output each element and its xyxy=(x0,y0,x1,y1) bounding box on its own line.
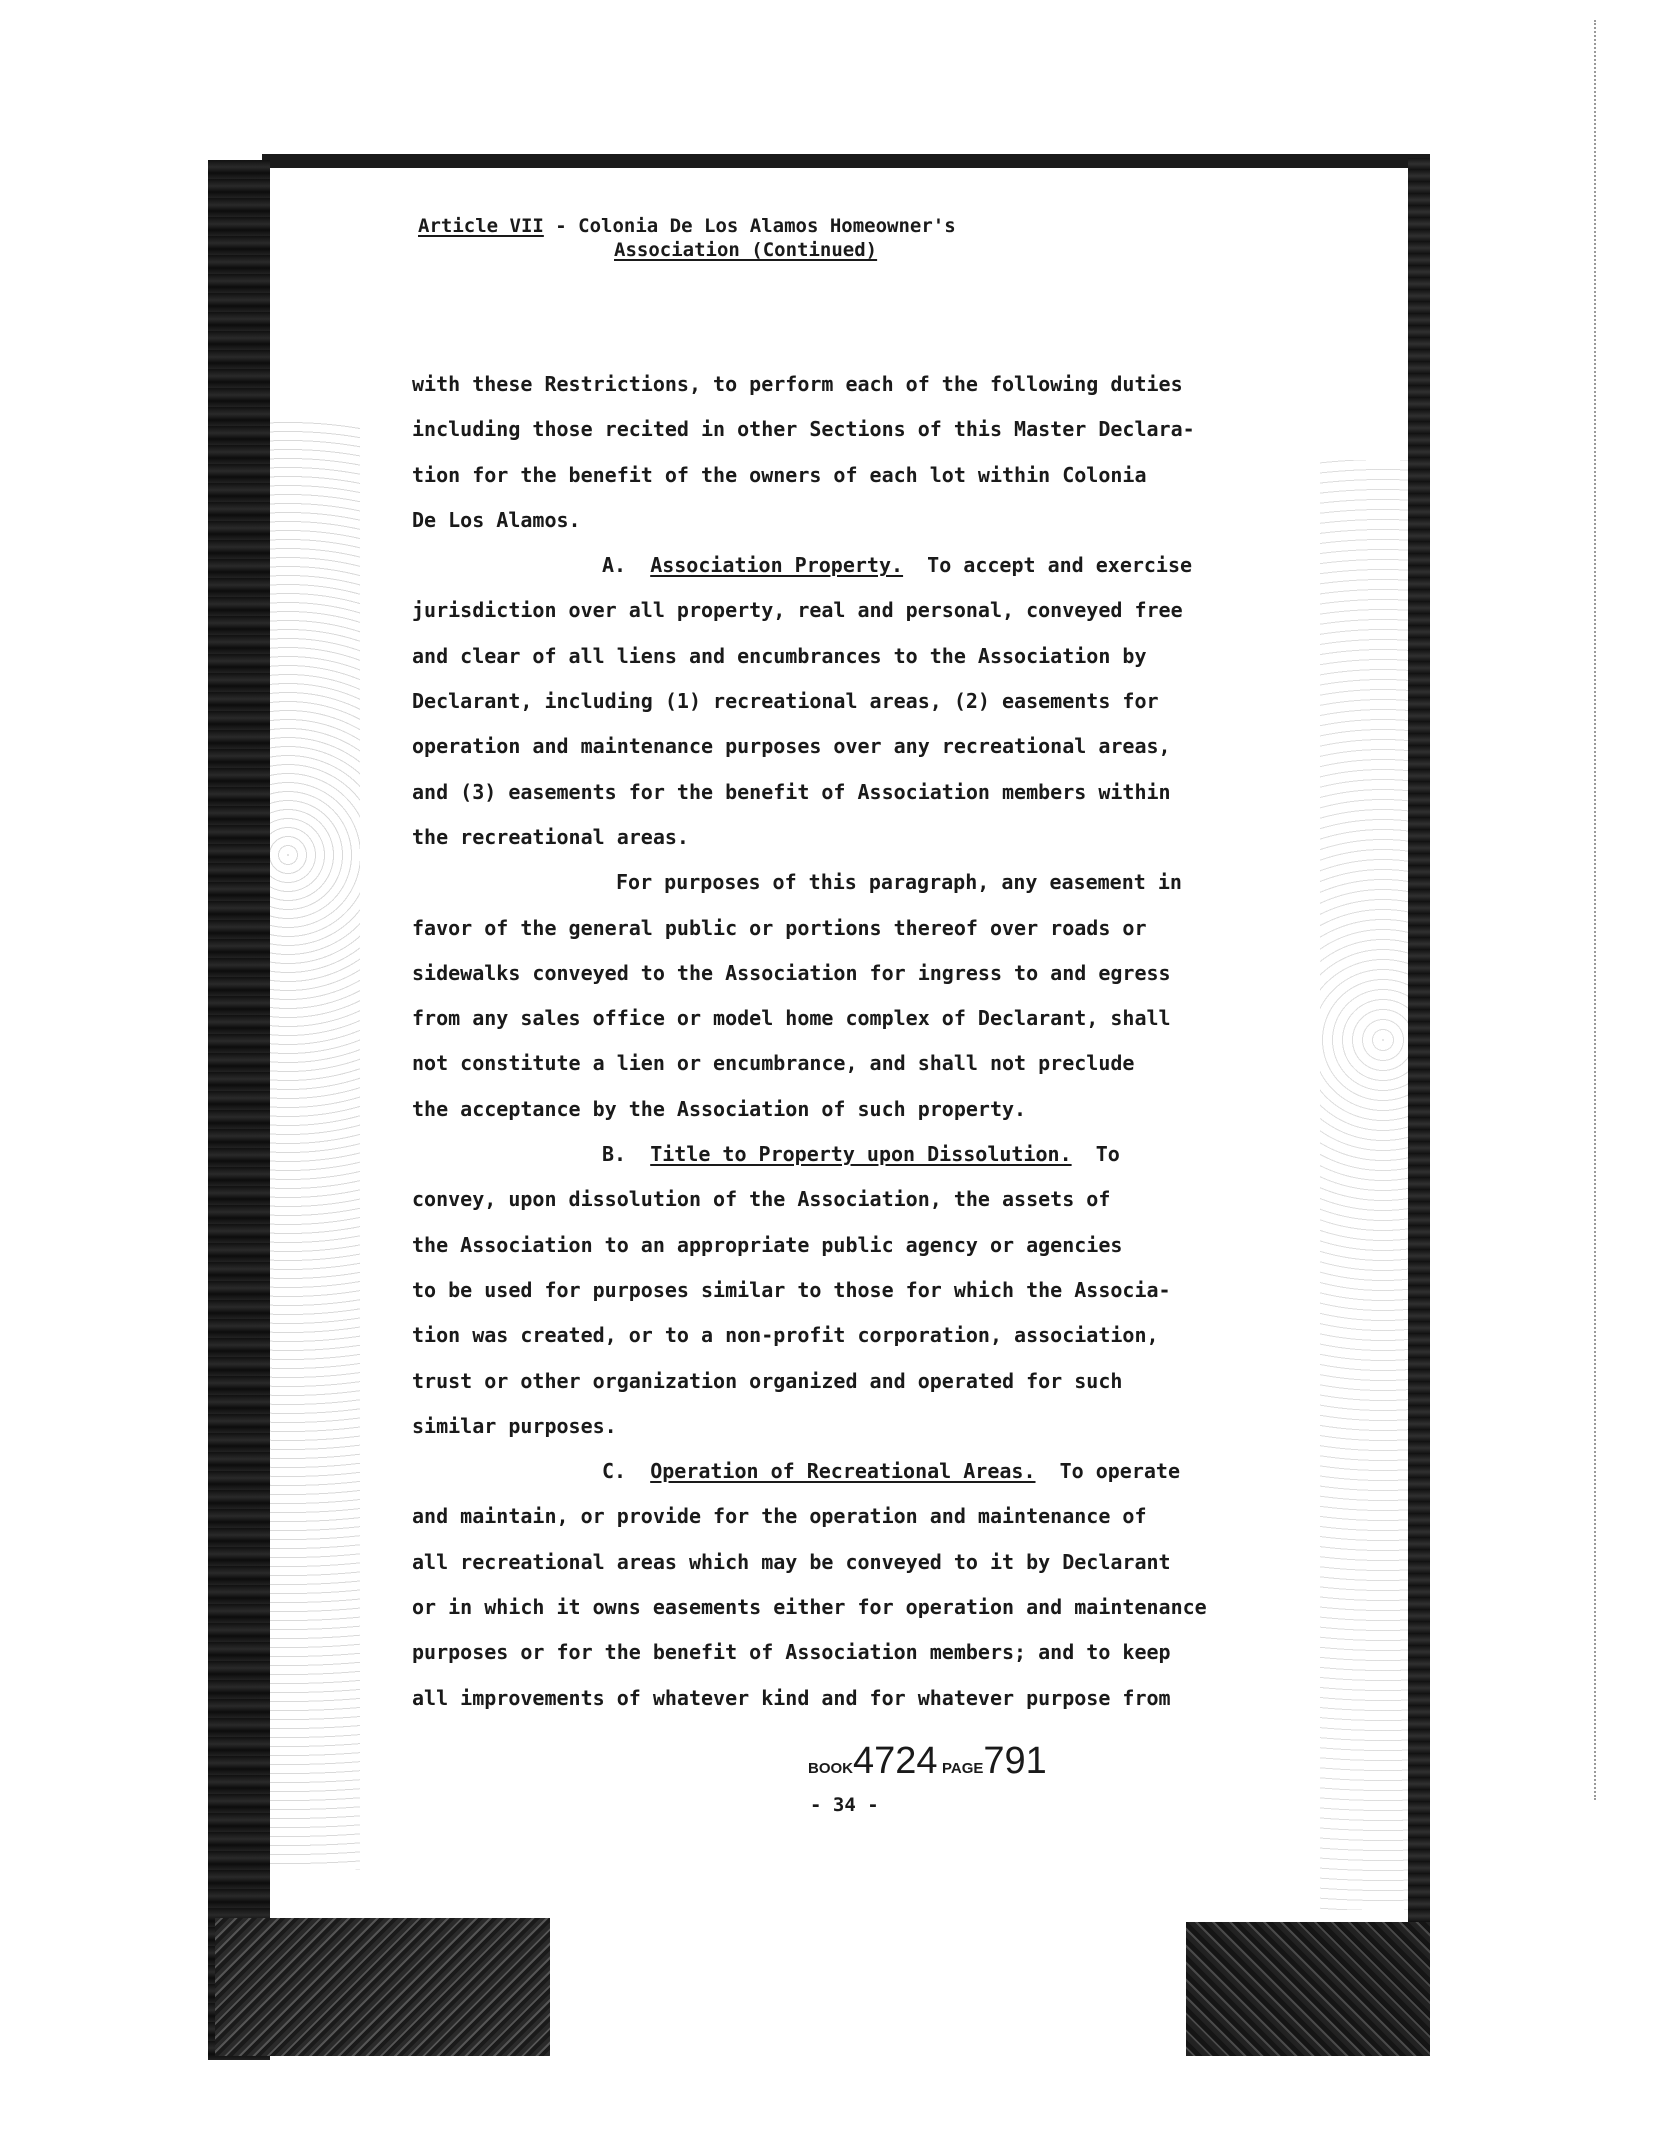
text-line: tion was created, or to a non-profit corporation, association, xyxy=(412,1323,1159,1348)
text-line: and clear of all liens and encumbrances to the Association by xyxy=(412,643,1147,668)
text-line: all improvements of whatever kind and for whatever purpose from xyxy=(412,1685,1171,1710)
header-line-1 xyxy=(418,214,1118,238)
text-line: and maintain, or provide for the operation and maintenance of xyxy=(412,1504,1147,1529)
page-marker: - 34 - xyxy=(810,1794,879,1816)
page-number-stamp: 791 xyxy=(983,1740,1047,1782)
text-line: the recreational areas. xyxy=(412,824,689,849)
scan-right-border xyxy=(1408,158,1430,1926)
section-c-first-line: To operate xyxy=(1059,1459,1181,1484)
text-line: from any sales office or model home complex of Declarant, shall xyxy=(412,1006,1171,1031)
section-a-heading: Association Property. xyxy=(650,553,904,578)
section-a-first-line: To accept and exercise xyxy=(927,553,1193,578)
scan-noise-left xyxy=(270,420,360,1870)
scan-top-border xyxy=(262,154,1430,168)
book-label: BOOK xyxy=(808,1760,853,1777)
text-line: operation and maintenance purposes over any recreational areas, xyxy=(412,734,1171,759)
section-b-marker: B. xyxy=(602,1142,627,1167)
section-a-marker: A. xyxy=(602,553,627,578)
scan-bottom-right-shadow xyxy=(1186,1922,1430,2056)
text-line: Declarant, including (1) recreational areas, (2) easements for xyxy=(412,689,1159,714)
text-line: tion for the benefit of the owners of each lot within Colonia xyxy=(412,462,1147,487)
text-line: to be used for purposes similar to those for which the Associa- xyxy=(412,1277,1171,1302)
page-label: PAGE xyxy=(942,1760,984,1777)
header-title-line-1: - Colonia De Los Alamos Homeowner's xyxy=(555,215,956,237)
section-c-marker: C. xyxy=(602,1459,627,1484)
article-label: Article VII xyxy=(418,215,544,237)
text-line: convey, upon dissolution of the Association, the assets of xyxy=(412,1187,1111,1212)
book-number: 4724 xyxy=(853,1740,938,1782)
section-b-first-line: To xyxy=(1095,1142,1120,1167)
document-body xyxy=(412,362,1312,1721)
text-line: all recreational areas which may be conveyed to it by Declarant xyxy=(412,1549,1171,1574)
header-title-line-2: Association (Continued) xyxy=(614,239,878,261)
text-line: the Association to an appropriate public agency or agencies xyxy=(412,1232,1123,1257)
section-b-heading: Title to Property upon Dissolution. xyxy=(650,1142,1072,1167)
scan-bottom-left-shadow xyxy=(215,1918,550,2056)
section-c-heading-line xyxy=(412,1449,1312,1494)
text-line: the acceptance by the Association of such property. xyxy=(412,1096,1027,1121)
text-line: not constitute a lien or encumbrance, and shall not preclude xyxy=(412,1051,1135,1076)
text-line: including those recited in other Sections of this Master Declara- xyxy=(412,417,1195,442)
book-page-stamp xyxy=(808,1740,1047,1783)
section-c-heading: Operation of Recreational Areas. xyxy=(650,1459,1036,1484)
text-line: jurisdiction over all property, real and personal, conveyed free xyxy=(412,598,1183,623)
scan-dotted-edge xyxy=(1594,20,1596,1800)
header-line-2 xyxy=(418,238,1118,262)
section-b-heading-line xyxy=(412,1132,1312,1177)
scan-noise-right xyxy=(1320,460,1410,1910)
text-line: purposes or for the benefit of Association members; and to keep xyxy=(412,1640,1171,1665)
text-line: or in which it owns easements either for operation and maintenance xyxy=(412,1595,1207,1620)
page-header xyxy=(418,214,1118,262)
text-line: similar purposes. xyxy=(412,1413,617,1438)
section-a-paragraph-2-first: For purposes of this paragraph, any easement in xyxy=(616,870,1182,895)
text-line: trust or other organization organized and operated for such xyxy=(412,1368,1123,1393)
text-line: favor of the general public or portions thereof over roads or xyxy=(412,915,1147,940)
text-line: and (3) easements for the benefit of Association members within xyxy=(412,779,1171,804)
text-line: sidewalks conveyed to the Association for ingress to and egress xyxy=(412,960,1171,985)
text-line: with these Restrictions, to perform each of the following duties xyxy=(412,372,1183,396)
section-a-heading-line xyxy=(412,543,1312,588)
text-line: De Los Alamos. xyxy=(412,507,581,532)
scan-left-border xyxy=(208,160,270,2060)
